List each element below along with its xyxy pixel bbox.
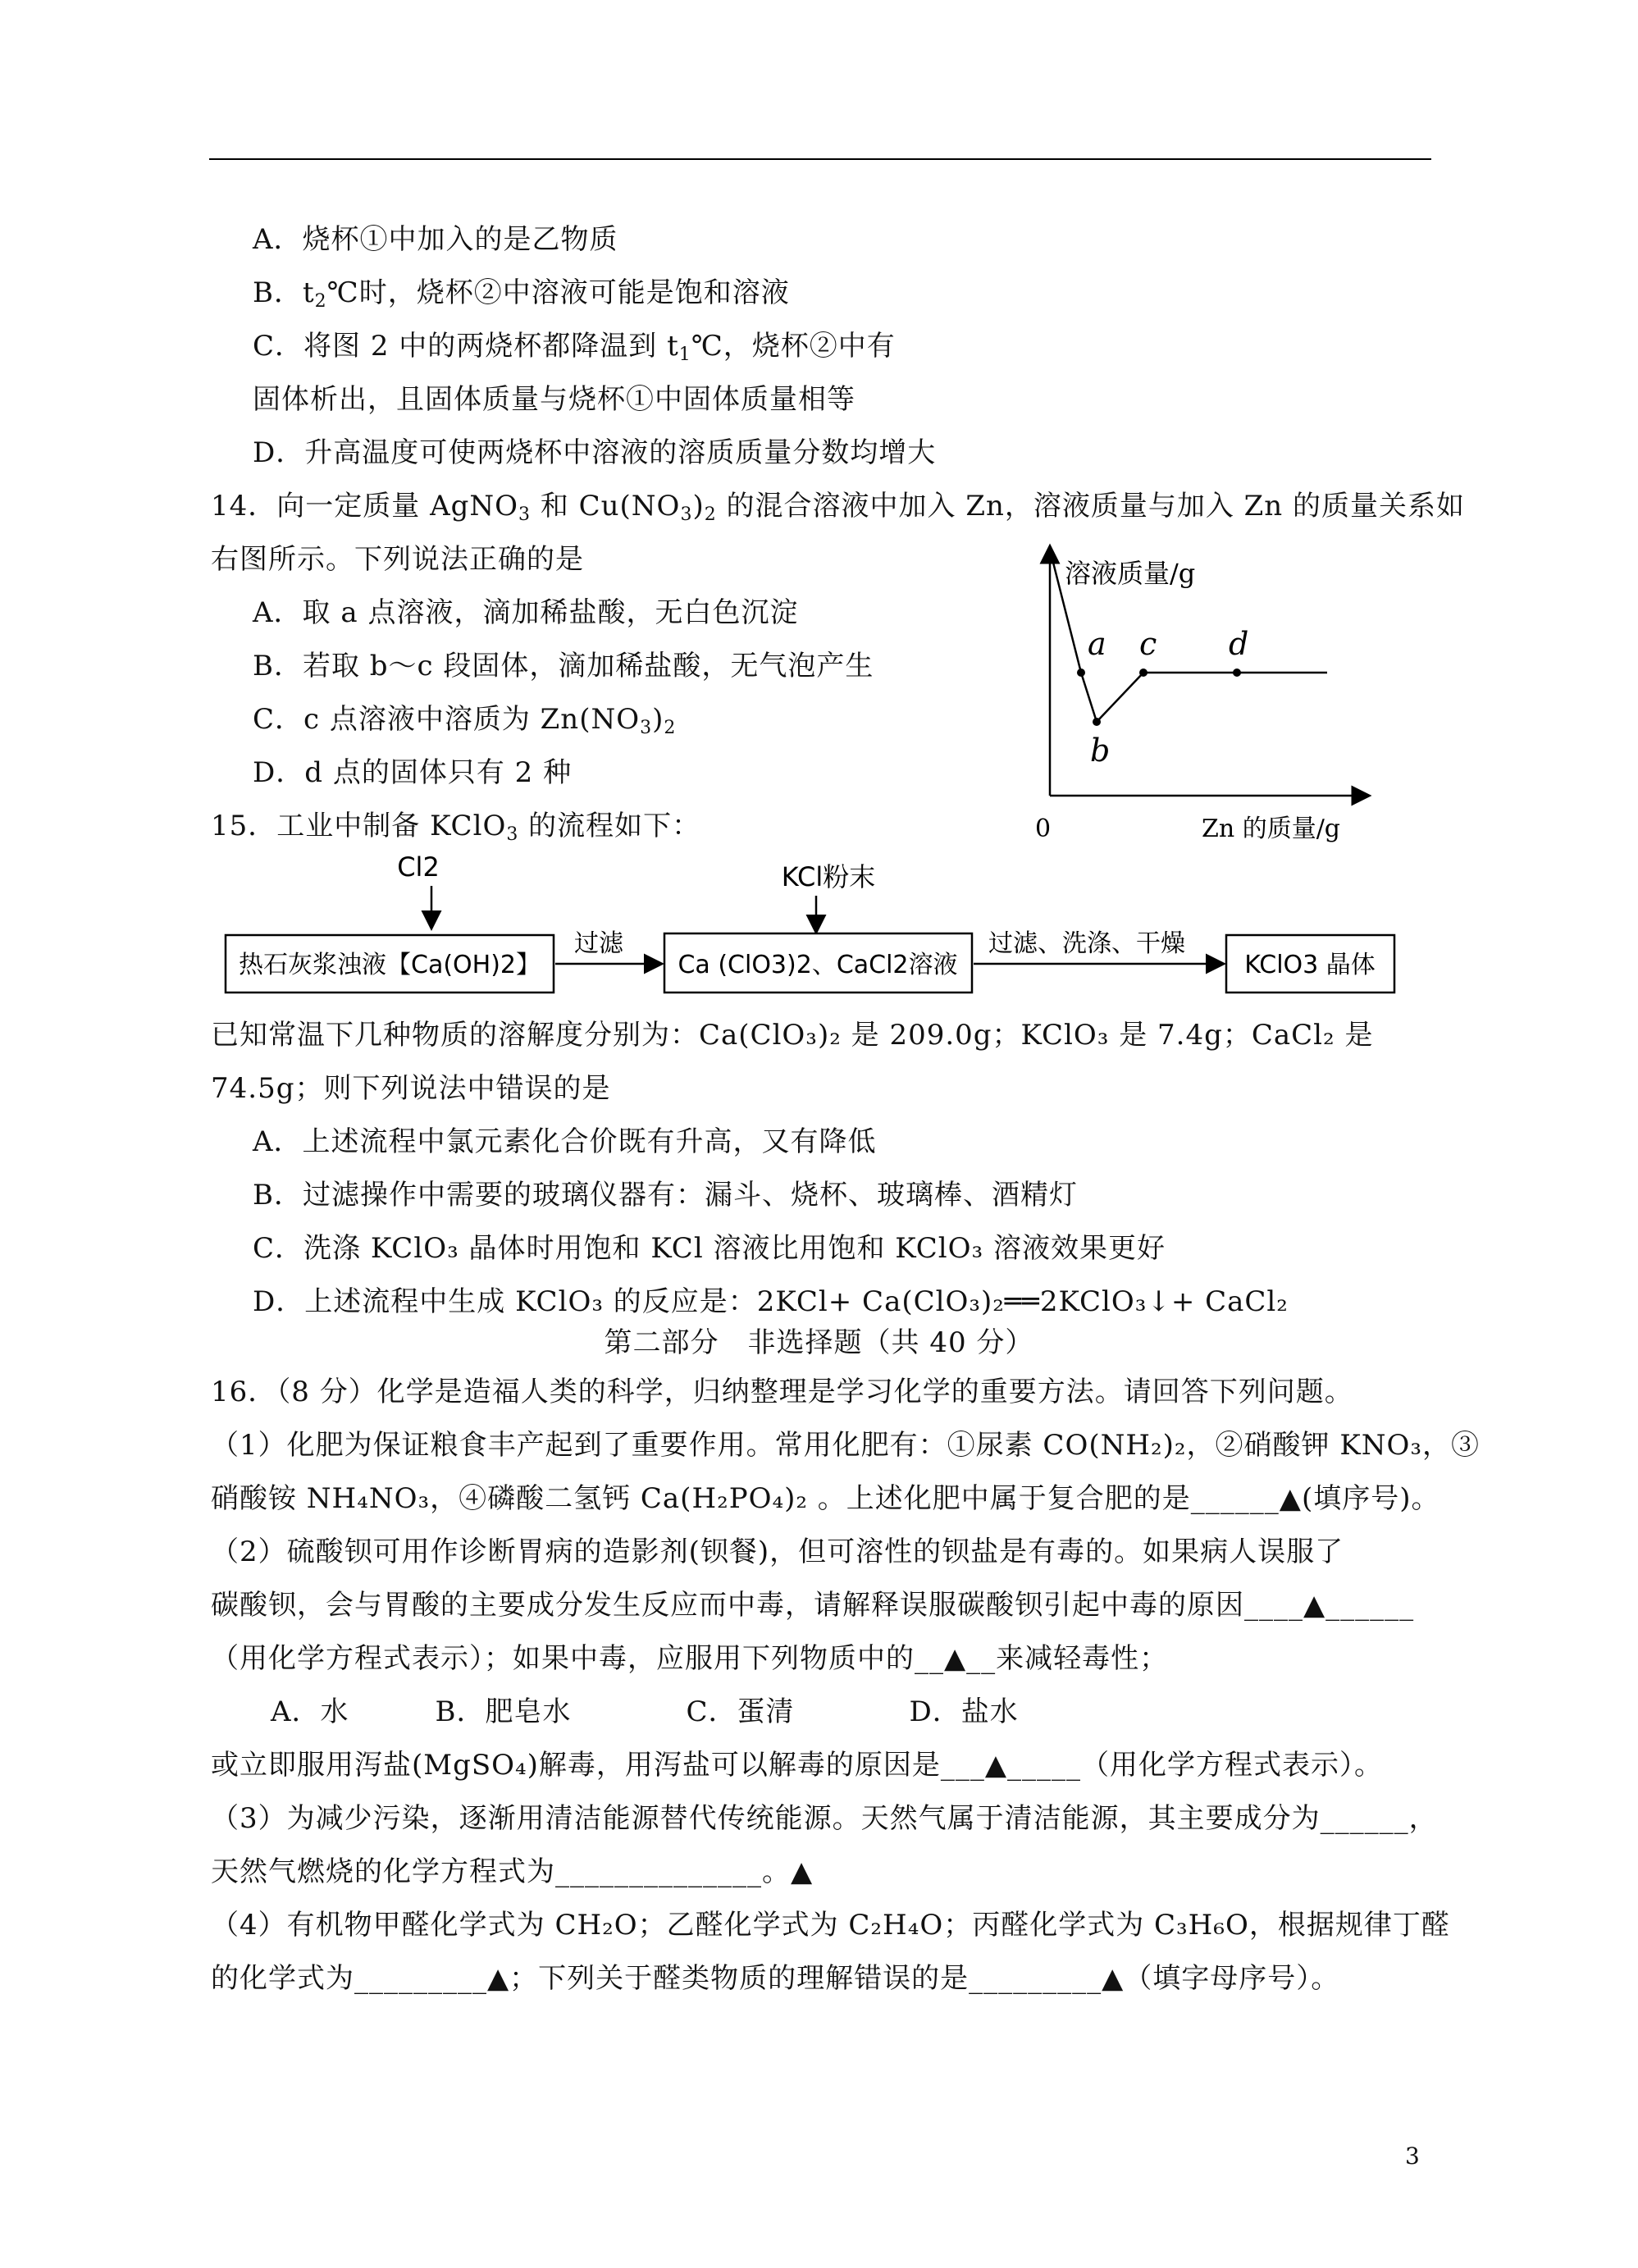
- point-label-c: c: [1139, 626, 1157, 662]
- q15-stem: 15．工业中制备 KClO$_3$ 的流程如下：: [211, 810, 701, 845]
- q16-part3-cont: 天然气燃烧的化学方程式为______________。▲: [211, 1855, 814, 1888]
- point-label-b: b: [1090, 732, 1111, 769]
- q13-option-c-cont: 固体析出，且固体质量与烧杯①中固体质量相等: [253, 383, 856, 416]
- box-lime-slurry-label: 热石灰浆浊液【Ca(OH)2】: [239, 951, 541, 979]
- q15-option-d: D．上述流程中生成 KClO₃ 的反应是：2KCl+ Ca(ClO₃)₂══2KClO₃↓+ CaCl₂: [253, 1285, 1289, 1318]
- x-axis-label: Zn 的质量/g: [1202, 815, 1341, 843]
- page-number: 3: [1405, 2143, 1420, 2170]
- q13-option-a: A．烧杯①中加入的是乙物质: [253, 223, 618, 256]
- q16-part1-cont: 硝酸铵 NH₄NO₃，④磷酸二氢钙 Ca(H₂PO₄)₂ 。上述化肥中属于复合肥的是______▲(填序号)。: [211, 1482, 1440, 1515]
- q16-part2-options: A．水 B．肥皂水 C．蛋清 D．盐水: [271, 1695, 1019, 1728]
- q13-option-c: C．将图 2 中的两烧杯都降温到 $t_1℃$，烧杯②中有: [253, 330, 896, 365]
- point-b: [1093, 718, 1101, 726]
- q16-part2-cont2: （用化学方程式表示）；如果中毒，应服用下列物质中的__▲__来减轻毒性；: [211, 1642, 1169, 1675]
- arrow2-label: 过滤、洗涤、干燥: [988, 929, 1185, 958]
- point-a: [1077, 669, 1085, 677]
- arrow1-label: 过滤: [574, 929, 623, 958]
- q16-part1: （1）化肥为保证粮食丰产起到了重要作用。常用化肥有：①尿素 CO(NH₂)₂，②硝酸钾 KNO₃，③: [211, 1429, 1480, 1462]
- q16-part2-cont3: 或立即服用泻盐(MgSO₄)解毒，用泻盐可以解毒的原因是___▲_____（用化学方程式表示）。: [211, 1749, 1384, 1782]
- cl2-label: Cl2: [397, 851, 440, 883]
- header-rule: [209, 158, 1431, 160]
- q14-option-d: D．d 点的固体只有 2 种: [253, 756, 573, 789]
- q14-option-c: C．c 点溶液中溶质为 $Zn(NO_3)_2$: [253, 703, 677, 738]
- q15-known-cont: 74.5g；则下列说法中错误的是: [211, 1072, 611, 1105]
- q16-part2: （2）硫酸钡可用作诊断胃病的造影剂(钡餐)，但可溶性的钡盐是有毒的。如果病人误服了: [211, 1536, 1344, 1568]
- part-two-heading: 第二部分 非选择题（共 40 分）: [604, 1326, 1034, 1359]
- q13-option-d: D．升高温度可使两烧杯中溶液的溶质质量分数均增大: [253, 436, 937, 469]
- process-flow-diagram: [221, 845, 1419, 1009]
- q15-option-b: B．过滤操作中需要的玻璃仪器有：漏斗、烧杯、玻璃棒、酒精灯: [253, 1179, 1078, 1212]
- solution-mass-chart: [1017, 537, 1411, 849]
- box-kclo3-crystal-label: KClO3 晶体: [1244, 951, 1376, 979]
- point-d: [1233, 669, 1241, 677]
- q16-part4-cont: 的化学式为_________▲；下列关于醛类物质的理解错误的是_________▲（填字母序号）。: [211, 1962, 1340, 1995]
- q15-option-a: A．上述流程中氯元素化合价既有升高，又有降低: [253, 1125, 877, 1158]
- box-chlorate-solution-label: Ca (ClO3)2、CaCl2溶液: [678, 951, 958, 979]
- q16-part3: （3）为减少污染，逐渐用清洁能源替代传统能源。天然气属于清洁能源，其主要成分为______，: [211, 1802, 1438, 1835]
- q16-part4: （4）有机物甲醛化学式为 CH₂O；乙醛化学式为 C₂H₄O；丙醛化学式为 C₃H₆O，根据规律丁醛: [211, 1909, 1450, 1942]
- point-label-d: d: [1229, 626, 1249, 662]
- q13-option-b: B．$t_2℃$时，烧杯②中溶液可能是饱和溶液: [253, 276, 790, 312]
- q16-stem: 16．（8 分）化学是造福人类的科学，归纳整理是学习化学的重要方法。请回答下列问题。: [211, 1376, 1353, 1408]
- q14-stem: 14．向一定质量 AgNO$_3$ 和 $Cu(NO_3)_2$ 的混合溶液中加入 Zn，溶液质量与加入 Zn 的质量关系如: [211, 490, 1465, 525]
- point-c: [1139, 669, 1148, 677]
- q15-known: 已知常温下几种物质的溶解度分别为：Ca(ClO₃)₂ 是 209.0g；KClO₃ 是 7.4g；CaCl₂ 是: [211, 1019, 1374, 1052]
- kcl-label: KCl粉末: [781, 861, 876, 892]
- q14-stem-cont: 右图所示。下列说法正确的是: [211, 543, 584, 576]
- q15-option-c: C．洗涤 KClO₃ 晶体时用饱和 KCl 溶液比用饱和 KClO₃ 溶液效果更好: [253, 1232, 1166, 1265]
- q14-option-a: A．取 a 点溶液，滴加稀盐酸，无白色沉淀: [253, 596, 799, 629]
- origin-label: 0: [1035, 815, 1052, 843]
- y-axis-label: 溶液质量/g: [1065, 558, 1196, 589]
- q16-part2-cont: 碳酸钡，会与胃酸的主要成分发生反应而中毒，请解释误服碳酸钡引起中毒的原因____▲______: [211, 1589, 1415, 1622]
- point-label-a: a: [1088, 626, 1106, 662]
- q14-option-b: B．若取 b～c 段固体，滴加稀盐酸，无气泡产生: [253, 650, 874, 682]
